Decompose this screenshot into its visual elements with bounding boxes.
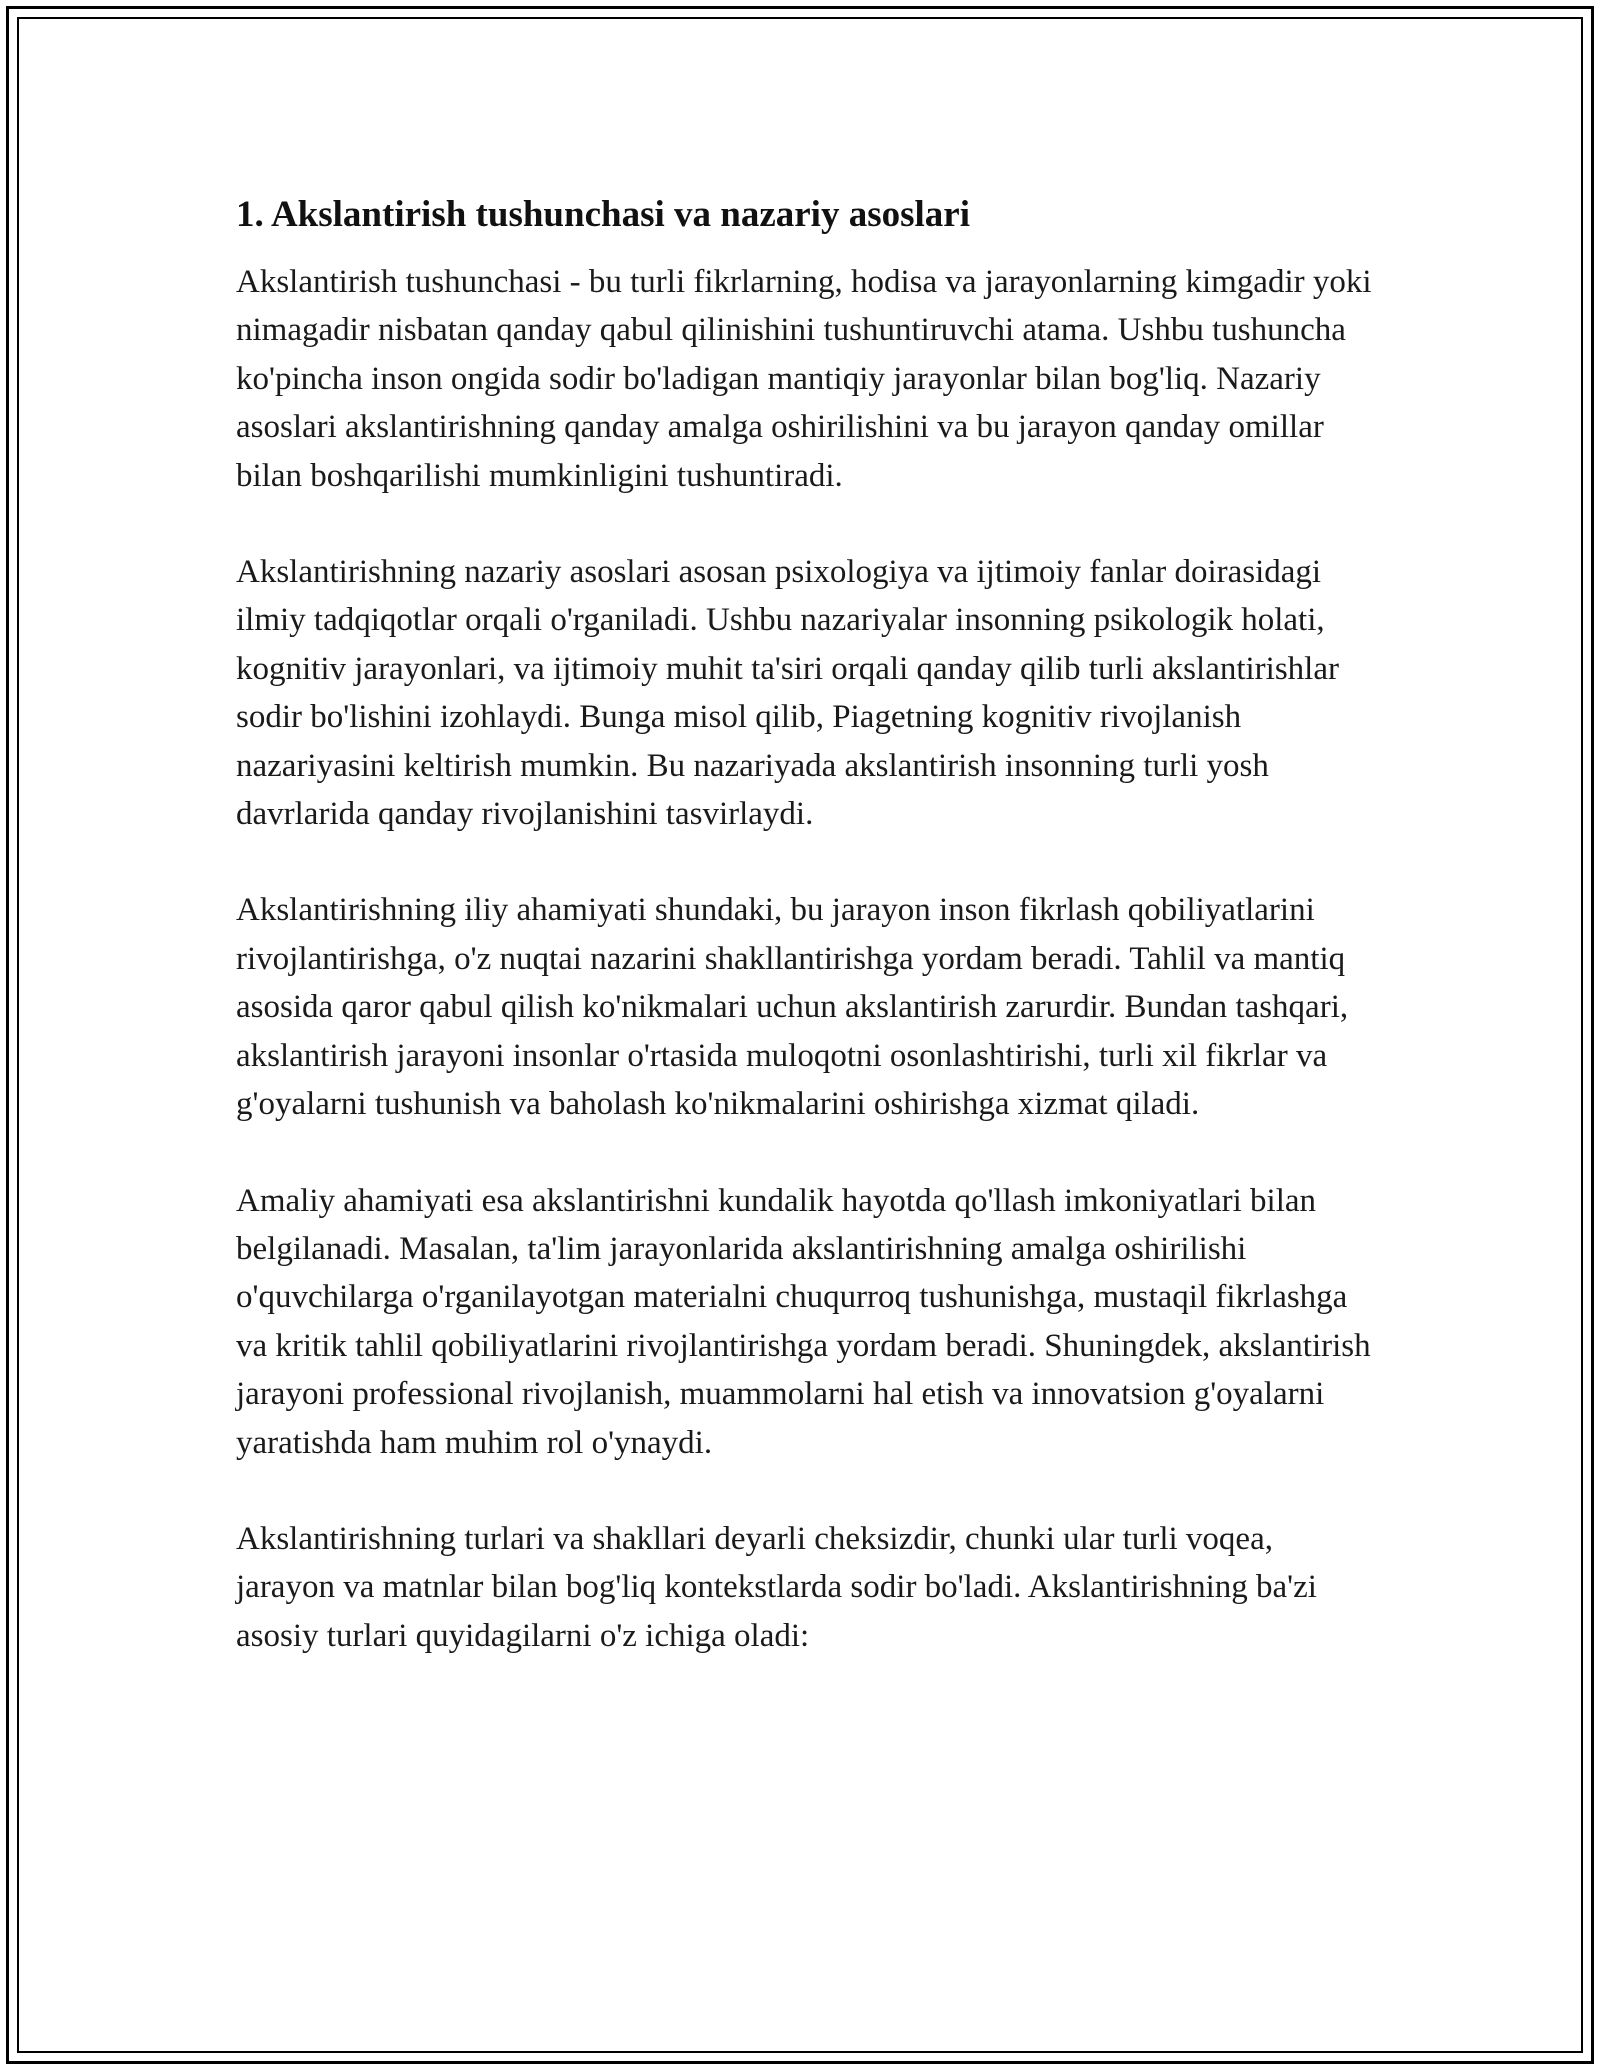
- paragraph-2: Akslantirishning nazariy asoslari asosan psixologiya va ijtimoiy fanlar doirasidagi ilmiy tadqiqotlar orqali o'rganiladi. Ushbu nazariyalar insonning psikologik holati, kognitiv jarayonlari, va ijtimoiy muhit ta'siri orqali qanday qilib turli akslantirishlar sodir bo'lishini izohlaydi. Bunga misol qilib, Piagetning kognitiv rivojlanish nazariyasini keltirish mumkin. Bu nazariyada akslantirish insonning turli yosh davrlarida qanday rivojlanishini tasvirlaydi.: [236, 554, 1339, 833]
- paragraph-5: Akslantirishning turlari va shakllari deyarli cheksizdir, chunki ular turli voqea, jarayon va matnlar bilan bog'liq kontekstlarda sodir bo'ladi. Akslantirishning ba'zi asosiy turlari quyidagilarni o'z ichiga oladi:: [236, 1520, 1317, 1654]
- paragraph-4: Amaliy ahamiyati esa akslantirishni kundalik hayotda qo'llash imkoniyatlari bilan belgilanadi. Masalan, ta'lim jarayonlarida akslantirishning amalga oshirilishi o'quvchilarga o'rganilayotgan materialni chuqurroq tushunishga, mustaqil fikrlashga va kritik tahlil qobiliyatlarini rivojlantirishga yordam beradi. Shuningdek, akslantirish jarayoni professional rivojlanish, muammolarni hal etish va innovatsion g'oyalarni yaratishda ham muhim rol o'ynaydi.: [236, 1182, 1371, 1461]
- paragraph-1: Akslantirish tushunchasi - bu turli fikrlarning, hodisa va jarayonlarning kimgadir yoki nimagadir nisbatan qanday qabul qilinishini tushuntiruvchi atama. Ushbu tushuncha ko'pincha inson ongida sodir bo'ladigan mantiqiy jarayonlar bilan bog'liq. Nazariy asoslari akslantirishning qanday amalga oshirilishini va bu jarayon qanday omillar bilan boshqarilishi mumkinligini tushuntiradi.: [236, 264, 1372, 494]
- document-body: [236, 188, 1376, 1708]
- paragraph-3: Akslantirishning iliy ahamiyati shundaki, bu jarayon inson fikrlash qobiliyatlarini rivojlantirishga, o'z nuqtai nazarini shakllantirishga yordam beradi. Tahlil va mantiq asosida qaror qabul qilish ko'nikmalari uchun akslantirish zarurdir. Bundan tashqari, akslantirish jarayoni insonlar o'rtasida muloqotni osonlashtirishi, turli xil fikrlar va g'oyalarni tushunish va baholash ko'nikmalarini oshirishga xizmat qiladi.: [236, 892, 1349, 1123]
- section-heading: 1. Akslantirish tushunchasi va nazariy asoslari: [236, 194, 970, 235]
